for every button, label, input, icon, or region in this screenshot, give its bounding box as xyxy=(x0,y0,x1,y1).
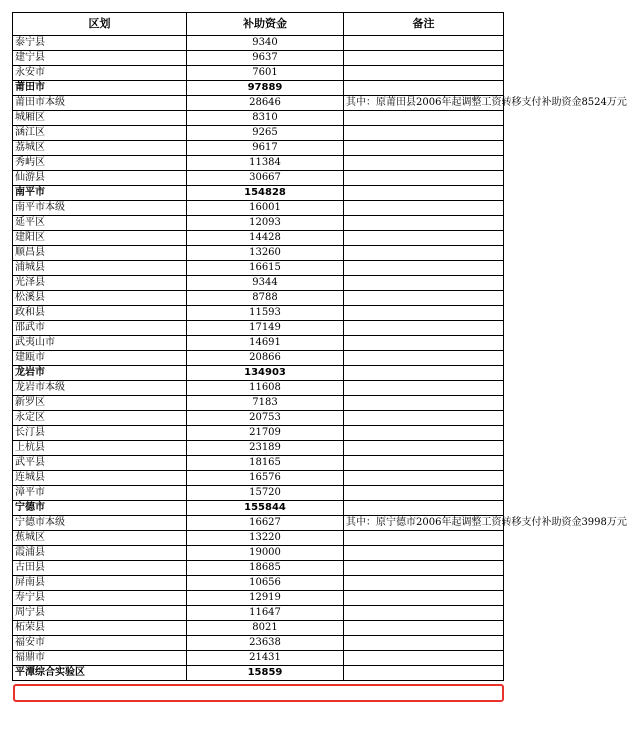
subsidy-table xyxy=(12,12,627,681)
table-row xyxy=(13,591,504,606)
header-note: 备注 xyxy=(344,13,504,36)
note-cell xyxy=(344,471,504,486)
region-cell: 仙游县 xyxy=(13,171,187,186)
table-row xyxy=(13,651,504,666)
note-cell xyxy=(344,336,504,351)
amount-cell: 9340 xyxy=(187,36,344,51)
region-cell: 建瓯市 xyxy=(13,351,187,366)
region-cell: 柘荣县 xyxy=(13,621,187,636)
region-cell: 宁德市 xyxy=(13,501,187,516)
amount-cell: 13260 xyxy=(187,246,344,261)
city-row xyxy=(13,366,504,381)
region-cell: 泰宁县 xyxy=(13,36,187,51)
note-cell xyxy=(344,606,504,621)
amount-cell: 11384 xyxy=(187,156,344,171)
table-row xyxy=(13,231,504,246)
note-cell xyxy=(344,231,504,246)
table-row xyxy=(13,66,504,81)
amount-cell: 7601 xyxy=(187,66,344,81)
amount-cell: 155844 xyxy=(187,501,344,516)
amount-cell: 20753 xyxy=(187,411,344,426)
region-cell: 莆田市本级 xyxy=(13,96,187,111)
note-cell xyxy=(344,411,504,426)
header-amount: 补助资金 xyxy=(187,13,344,36)
table-row xyxy=(13,336,504,351)
amount-cell: 154828 xyxy=(187,186,344,201)
region-cell: 邵武市 xyxy=(13,321,187,336)
table-row xyxy=(13,621,504,636)
note-cell xyxy=(344,396,504,411)
note-cell xyxy=(344,501,504,516)
table-row xyxy=(13,576,504,591)
table-row xyxy=(13,276,504,291)
amount-cell: 21709 xyxy=(187,426,344,441)
amount-cell: 30667 xyxy=(187,171,344,186)
note-cell xyxy=(344,441,504,456)
region-cell: 永定区 xyxy=(13,411,187,426)
table-row xyxy=(13,291,504,306)
table-row xyxy=(13,396,504,411)
amount-cell: 21431 xyxy=(187,651,344,666)
region-cell: 平潭综合实验区 xyxy=(13,666,187,681)
amount-cell: 12919 xyxy=(187,591,344,606)
note-cell xyxy=(344,636,504,651)
region-cell: 永安市 xyxy=(13,66,187,81)
note-cell xyxy=(344,156,504,171)
note-cell xyxy=(344,321,504,336)
note-cell xyxy=(344,651,504,666)
note-cell xyxy=(344,141,504,156)
header-row xyxy=(13,13,504,36)
amount-cell: 20866 xyxy=(187,351,344,366)
table-row xyxy=(13,531,504,546)
amount-cell: 16615 xyxy=(187,261,344,276)
table-row xyxy=(13,441,504,456)
note-cell: 其中：原宁德市2006年起调整工资转移支付补助资金3998万元 xyxy=(344,516,504,531)
highlight-box xyxy=(13,684,504,702)
note-cell xyxy=(344,456,504,471)
table-row xyxy=(13,306,504,321)
region-cell: 蕉城区 xyxy=(13,531,187,546)
amount-cell: 15720 xyxy=(187,486,344,501)
note-cell xyxy=(344,621,504,636)
region-cell: 秀屿区 xyxy=(13,156,187,171)
region-cell: 南平市本级 xyxy=(13,201,187,216)
amount-cell: 16576 xyxy=(187,471,344,486)
note-cell: 其中：原莆田县2006年起调整工资转移支付补助资金8524万元 xyxy=(344,96,504,111)
table-row xyxy=(13,411,504,426)
amount-cell: 28646 xyxy=(187,96,344,111)
note-cell xyxy=(344,261,504,276)
region-cell: 龙岩市 xyxy=(13,366,187,381)
amount-cell: 18685 xyxy=(187,561,344,576)
region-cell: 南平市 xyxy=(13,186,187,201)
table-row xyxy=(13,171,504,186)
note-cell xyxy=(344,291,504,306)
amount-cell: 19000 xyxy=(187,546,344,561)
region-cell: 浦城县 xyxy=(13,261,187,276)
region-cell: 政和县 xyxy=(13,306,187,321)
table-row xyxy=(13,216,504,231)
note-cell xyxy=(344,351,504,366)
note-cell xyxy=(344,276,504,291)
table-row xyxy=(13,51,504,66)
region-cell: 新罗区 xyxy=(13,396,187,411)
region-cell: 福安市 xyxy=(13,636,187,651)
note-cell xyxy=(344,36,504,51)
table-row xyxy=(13,486,504,501)
city-row xyxy=(13,666,504,681)
amount-cell: 9637 xyxy=(187,51,344,66)
note-cell xyxy=(344,171,504,186)
amount-cell: 9344 xyxy=(187,276,344,291)
table-row xyxy=(13,126,504,141)
table-row xyxy=(13,381,504,396)
region-cell: 莆田市 xyxy=(13,81,187,96)
amount-cell: 15859 xyxy=(187,666,344,681)
note-cell xyxy=(344,246,504,261)
table-row xyxy=(13,36,504,51)
amount-cell: 16001 xyxy=(187,201,344,216)
amount-cell: 8021 xyxy=(187,621,344,636)
note-cell xyxy=(344,66,504,81)
region-cell: 漳平市 xyxy=(13,486,187,501)
note-cell xyxy=(344,426,504,441)
amount-cell: 8310 xyxy=(187,111,344,126)
note-cell xyxy=(344,51,504,66)
table-row xyxy=(13,141,504,156)
amount-cell: 11593 xyxy=(187,306,344,321)
city-row xyxy=(13,186,504,201)
region-cell: 霞浦县 xyxy=(13,546,187,561)
region-cell: 寿宁县 xyxy=(13,591,187,606)
region-cell: 顺昌县 xyxy=(13,246,187,261)
table-row xyxy=(13,246,504,261)
region-cell: 武平县 xyxy=(13,456,187,471)
amount-cell: 8788 xyxy=(187,291,344,306)
note-cell xyxy=(344,201,504,216)
amount-cell: 23638 xyxy=(187,636,344,651)
note-cell xyxy=(344,561,504,576)
table-row xyxy=(13,156,504,171)
table-row xyxy=(13,471,504,486)
region-cell: 屏南县 xyxy=(13,576,187,591)
note-cell xyxy=(344,666,504,681)
table-row xyxy=(13,426,504,441)
city-row xyxy=(13,81,504,96)
note-cell xyxy=(344,186,504,201)
table-row xyxy=(13,456,504,471)
region-cell: 光泽县 xyxy=(13,276,187,291)
region-cell: 宁德市本级 xyxy=(13,516,187,531)
amount-cell: 13220 xyxy=(187,531,344,546)
note-cell xyxy=(344,111,504,126)
region-cell: 福鼎市 xyxy=(13,651,187,666)
table-row xyxy=(13,96,504,111)
amount-cell: 23189 xyxy=(187,441,344,456)
amount-cell: 14428 xyxy=(187,231,344,246)
amount-cell: 12093 xyxy=(187,216,344,231)
region-cell: 长汀县 xyxy=(13,426,187,441)
note-cell xyxy=(344,591,504,606)
region-cell: 周宁县 xyxy=(13,606,187,621)
region-cell: 荔城区 xyxy=(13,141,187,156)
amount-cell: 18165 xyxy=(187,456,344,471)
amount-cell: 9617 xyxy=(187,141,344,156)
table-row xyxy=(13,201,504,216)
note-cell xyxy=(344,306,504,321)
table-row xyxy=(13,636,504,651)
region-cell: 上杭县 xyxy=(13,441,187,456)
region-cell: 延平区 xyxy=(13,216,187,231)
table-row xyxy=(13,321,504,336)
table-row xyxy=(13,561,504,576)
region-cell: 龙岩市本级 xyxy=(13,381,187,396)
region-cell: 建宁县 xyxy=(13,51,187,66)
amount-cell: 11647 xyxy=(187,606,344,621)
amount-cell: 11608 xyxy=(187,381,344,396)
region-cell: 武夷山市 xyxy=(13,336,187,351)
amount-cell: 7183 xyxy=(187,396,344,411)
amount-cell: 97889 xyxy=(187,81,344,96)
table-row xyxy=(13,516,504,531)
table-row xyxy=(13,261,504,276)
table-row xyxy=(13,546,504,561)
table-body xyxy=(13,36,627,681)
region-cell: 城厢区 xyxy=(13,111,187,126)
note-cell xyxy=(344,366,504,381)
region-cell: 涵江区 xyxy=(13,126,187,141)
amount-cell: 10656 xyxy=(187,576,344,591)
note-cell xyxy=(344,546,504,561)
amount-cell: 16627 xyxy=(187,516,344,531)
note-cell xyxy=(344,216,504,231)
region-cell: 建阳区 xyxy=(13,231,187,246)
table-row xyxy=(13,111,504,126)
note-cell xyxy=(344,531,504,546)
note-cell xyxy=(344,81,504,96)
note-cell xyxy=(344,486,504,501)
amount-cell: 14691 xyxy=(187,336,344,351)
note-cell xyxy=(344,381,504,396)
amount-cell: 17149 xyxy=(187,321,344,336)
header-region: 区划 xyxy=(13,13,187,36)
note-cell xyxy=(344,576,504,591)
amount-cell: 134903 xyxy=(187,366,344,381)
region-cell: 松溪县 xyxy=(13,291,187,306)
table-row xyxy=(13,606,504,621)
city-row xyxy=(13,501,504,516)
amount-cell: 9265 xyxy=(187,126,344,141)
note-cell xyxy=(344,126,504,141)
region-cell: 连城县 xyxy=(13,471,187,486)
table-row xyxy=(13,351,504,366)
region-cell: 古田县 xyxy=(13,561,187,576)
